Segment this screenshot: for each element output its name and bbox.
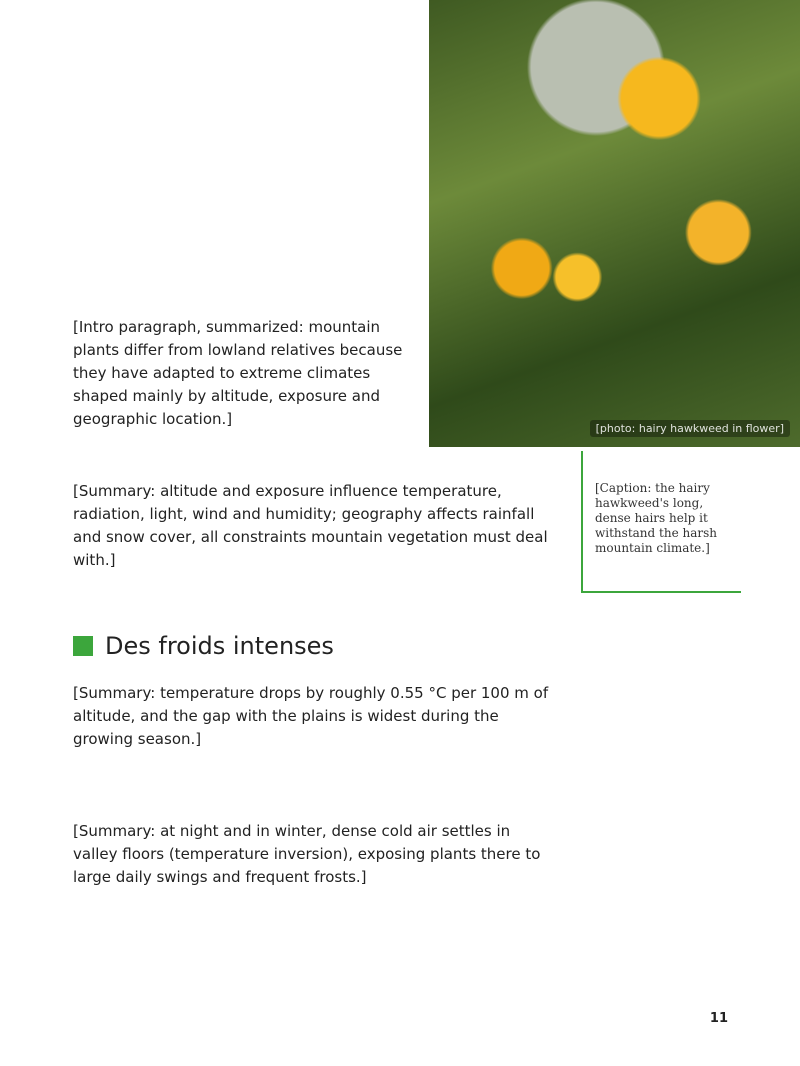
body-paragraph-4: [Summary: at night and in winter, dense cold air settles in valley floors (temperature inversion), exposing plants there to large daily swings and frequent frosts.] (73, 822, 541, 886)
section-heading (73, 632, 334, 660)
caption-text: [Caption: the hairy hawkweed's long, dense hairs help it withstand the harsh mountain climate.] (595, 481, 717, 555)
section-title: Des froids intenses (105, 632, 334, 660)
photo-caption (581, 451, 741, 593)
section-bullet-icon (73, 636, 93, 656)
body-paragraph-2: [Summary: altitude and exposure influence temperature, radiation, light, wind and humidity; geography affects rainfall and snow cover, all constraints mountain vegetation must deal with.] (73, 482, 548, 569)
hawkweed-photo (429, 0, 800, 447)
page-number: 11 (709, 1011, 728, 1026)
intro-summary: [Intro paragraph, summarized: mountain plants differ from lowland relatives because they have adapted to extreme climates shaped mainly by altitude, exposure and geographic location.] (73, 318, 403, 428)
photo-placeholder-label: [photo: hairy hawkweed in flower] (590, 420, 790, 437)
body-paragraph-3: [Summary: temperature drops by roughly 0.55 °C per 100 m of altitude, and the gap with the plains is widest during the growing season.] (73, 684, 549, 748)
